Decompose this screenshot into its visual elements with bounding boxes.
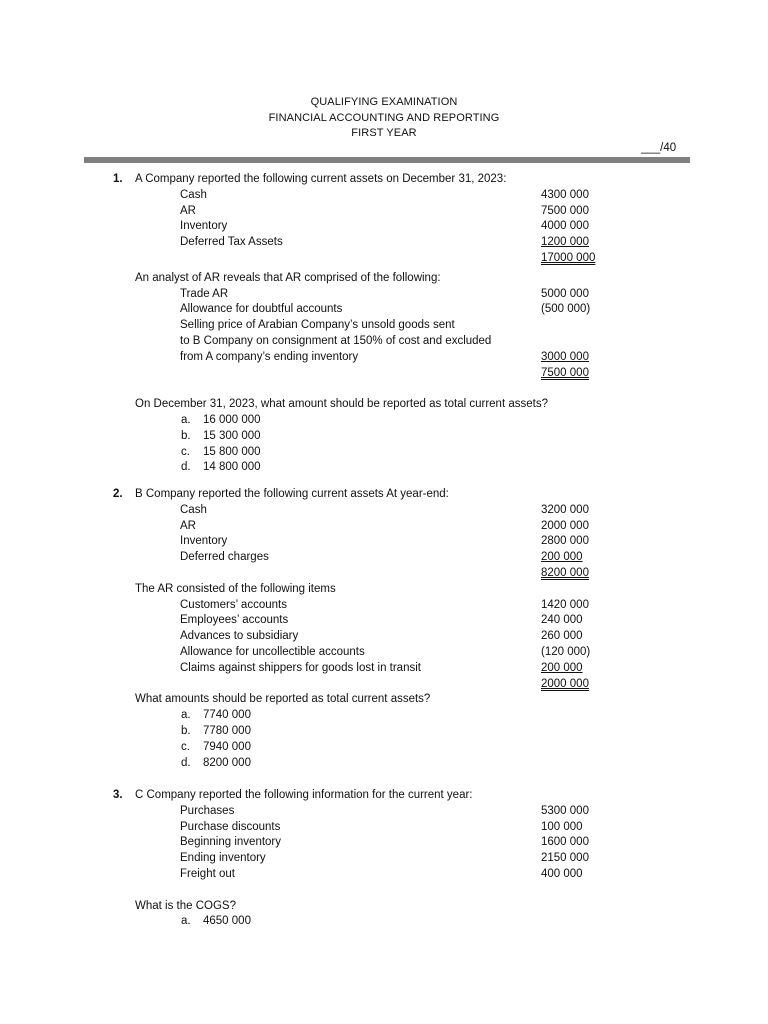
total-value: 17000 000 — [541, 251, 596, 264]
item-label: Cash — [180, 503, 207, 516]
line-item — [0, 235, 768, 251]
exam-year: FIRST YEAR — [351, 127, 417, 139]
item-label: Allowance for doubtful accounts — [180, 303, 343, 316]
item-value: 2800 000 — [541, 535, 589, 548]
option-letter: b. — [181, 724, 191, 737]
item-value: 400 000 — [541, 867, 583, 880]
line-item — [0, 534, 768, 550]
line-item — [0, 661, 768, 677]
item-value: 4000 000 — [541, 220, 589, 233]
option-letter: c. — [181, 740, 190, 753]
exam-title: QUALIFYING EXAMINATION — [310, 96, 458, 108]
item-value: 200 000 — [541, 551, 583, 564]
line-item — [0, 188, 768, 204]
line-item — [0, 629, 768, 645]
item-label: Beginning inventory — [180, 836, 282, 849]
line-item — [0, 613, 768, 629]
line-item — [0, 204, 768, 220]
option-text: 7940 000 — [203, 740, 251, 753]
answer-option — [0, 724, 768, 740]
item-label: Selling price of Arabian Company’s unsold goods sent — [180, 319, 455, 332]
item-label: Advances to subsidiary — [180, 630, 299, 643]
item-value: (120 000) — [541, 645, 591, 658]
analysis-intro: An analyst of AR reveals that AR comprised of the following: — [135, 271, 441, 284]
exam-subject: FINANCIAL ACCOUNTING AND REPORTING — [268, 111, 500, 124]
item-label: Customers’ accounts — [180, 598, 287, 611]
item-value: 2000 000 — [541, 519, 589, 532]
line-item — [0, 645, 768, 661]
line-item — [0, 219, 768, 235]
line-item — [0, 835, 768, 851]
line-item — [0, 598, 768, 614]
item-label: from A company’s ending inventory — [180, 350, 359, 363]
line-item — [0, 287, 768, 303]
answer-option — [0, 756, 768, 772]
answer-option — [0, 914, 768, 930]
option-text: 15 300 000 — [203, 429, 261, 442]
item-label: Inventory — [180, 535, 228, 548]
option-letter: a. — [181, 709, 191, 722]
item-value: 100 000 — [541, 820, 583, 833]
item-label: Deferred charges — [180, 551, 269, 564]
option-text: 8200 000 — [203, 756, 251, 769]
ar-intro: The AR consisted of the following items — [135, 582, 336, 595]
option-letter: d. — [181, 756, 191, 769]
option-text: 4650 000 — [203, 915, 251, 928]
item-value: 3000 000 — [541, 350, 589, 363]
option-letter: a. — [181, 413, 191, 426]
question-intro: C Company reported the following information for the current year: — [135, 789, 473, 801]
item-label: AR — [180, 204, 196, 217]
line-item — [0, 867, 768, 883]
item-value: (500 000) — [541, 303, 591, 316]
total-value: 2000 000 — [541, 677, 589, 690]
line-item — [0, 804, 768, 820]
answer-option — [0, 445, 768, 461]
question-number: 3. — [113, 789, 123, 801]
item-label: Trade AR — [180, 287, 229, 300]
question-3 — [0, 788, 768, 930]
option-letter: d. — [181, 461, 191, 474]
item-label: to B Company on consignment at 150% of cost and excluded — [180, 334, 492, 347]
answer-option — [0, 429, 768, 445]
answer-option — [0, 413, 768, 429]
item-label: Claims against shippers for goods lost in transit — [180, 661, 421, 674]
header-divider — [84, 157, 690, 163]
line-item — [0, 820, 768, 836]
line-item — [0, 503, 768, 519]
option-text: 7740 000 — [203, 709, 251, 722]
item-value: 7500 000 — [541, 204, 589, 217]
line-item — [0, 550, 768, 566]
item-label: AR — [180, 519, 196, 532]
question-intro: A Company reported the following current assets on December 31, 2023: — [135, 173, 507, 185]
option-text: 14 800 000 — [203, 461, 261, 474]
answer-option — [0, 740, 768, 756]
item-value: 3200 000 — [541, 503, 589, 516]
line-item — [0, 302, 768, 318]
answer-option — [0, 460, 768, 476]
item-value: 5000 000 — [541, 287, 589, 300]
item-value: 260 000 — [541, 630, 583, 643]
item-label: Freight out — [180, 867, 235, 880]
item-label: Allowance for uncollectible accounts — [180, 645, 365, 658]
answer-option — [0, 708, 768, 724]
item-label: Purchase discounts — [180, 820, 281, 833]
item-label: Cash — [180, 188, 207, 201]
option-letter: b. — [181, 429, 191, 442]
total-value: 8200 000 — [541, 566, 589, 579]
item-value: 1600 000 — [541, 836, 589, 849]
item-value: 1200 000 — [541, 236, 589, 249]
item-value: 4300 000 — [541, 188, 589, 201]
option-text: 16 000 000 — [203, 413, 261, 426]
question-2 — [0, 487, 768, 771]
total-value: 7500 000 — [541, 366, 589, 379]
exam-header — [0, 95, 768, 142]
question-number: 1. — [113, 173, 123, 185]
item-value: 200 000 — [541, 661, 583, 674]
item-label: Employees’ accounts — [180, 614, 289, 627]
option-letter: c. — [181, 445, 190, 458]
option-letter: a. — [181, 915, 191, 928]
line-item — [0, 519, 768, 535]
item-value: 1420 000 — [541, 598, 589, 611]
item-label: Ending inventory — [180, 852, 266, 865]
option-text: 15 800 000 — [203, 445, 261, 458]
item-value: 2150 000 — [541, 852, 589, 865]
score-field: ___/40 — [641, 142, 677, 154]
question-text: What amounts should be reported as total current assets? — [135, 693, 431, 706]
item-label: Purchases — [180, 804, 235, 817]
question-intro: B Company reported the following current assets At year-end: — [135, 488, 449, 500]
item-value: 5300 000 — [541, 804, 589, 817]
item-label: Deferred Tax Assets — [180, 236, 283, 249]
item-value: 240 000 — [541, 614, 583, 627]
question-number: 2. — [113, 488, 123, 500]
option-text: 7780 000 — [203, 724, 251, 737]
question-text: What is the COGS? — [135, 899, 236, 912]
item-label: Inventory — [180, 220, 228, 233]
question-text: On December 31, 2023, what amount should be reported as total current assets? — [135, 398, 548, 411]
line-item — [0, 851, 768, 867]
question-1 — [0, 172, 768, 476]
